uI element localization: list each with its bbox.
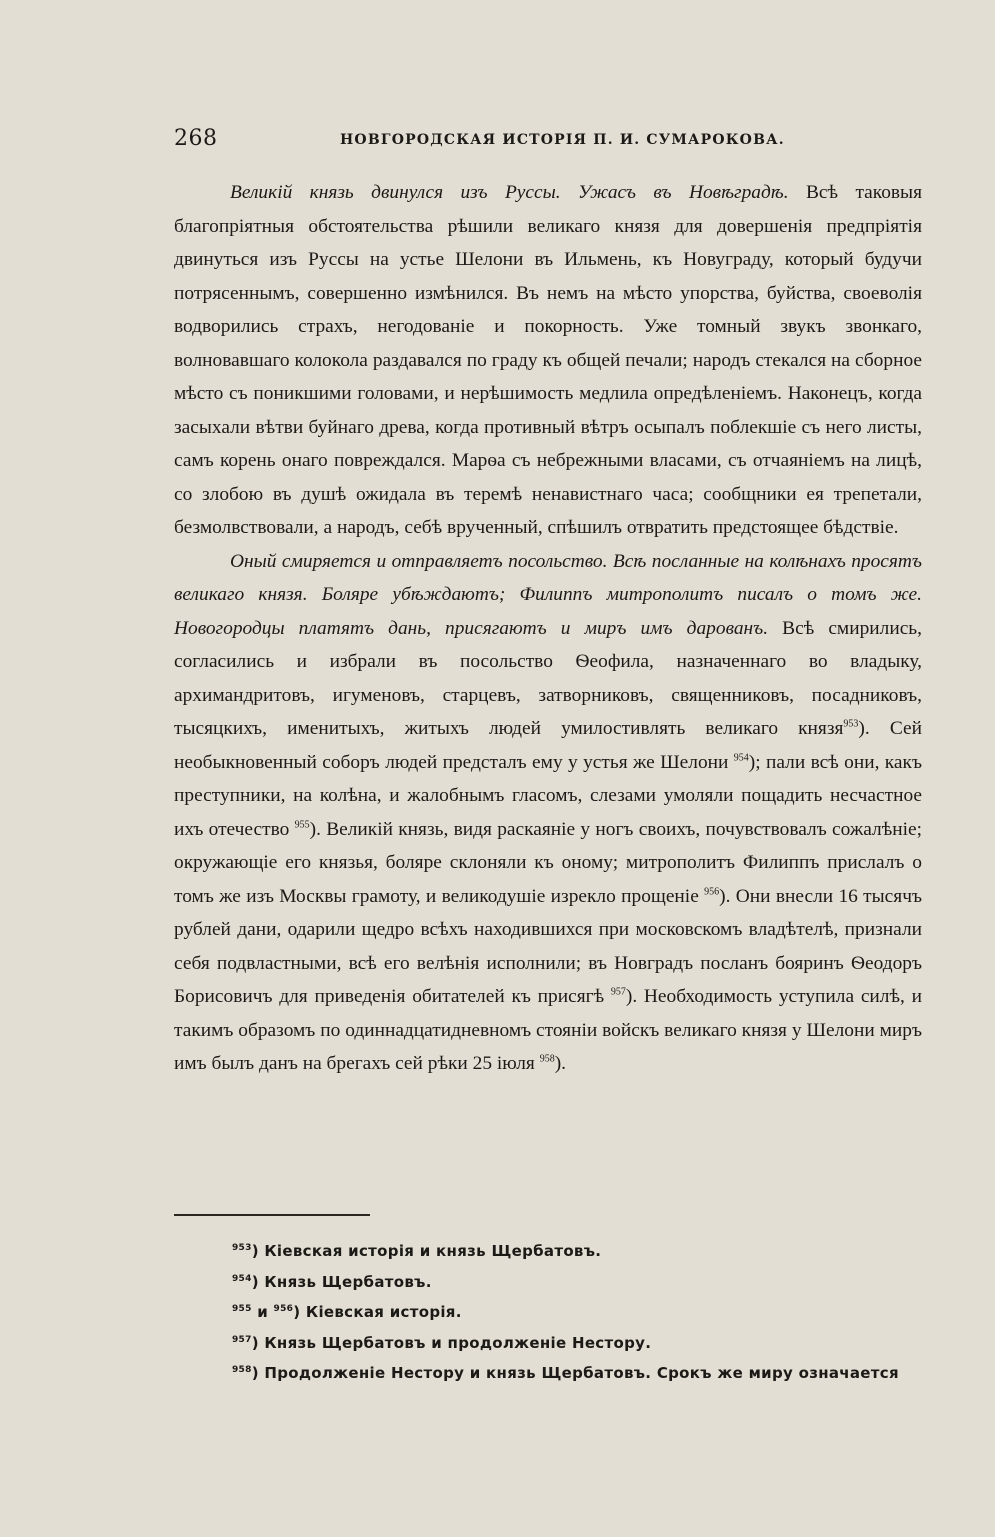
paragraph-2-text-c: ); пали всѣ они, какъ преступники, на колѣна, и жалобнымъ гласомъ, слезами умоляли пощадить несчастное ихъ отечество: [174, 751, 922, 840]
paragraph-2-text-a: Всѣ смирились, согласились и избрали въ посольство Ѳеофила, назначеннаго во владыку, архимандритовъ, игуменовъ, старцевъ, затворниковъ, священниковъ, посадниковъ, тысяцкихъ, именитыхъ, житыхъ людей умилостивлять великаго князя: [174, 617, 922, 739]
paragraph-2: [174, 545, 922, 1081]
footnote-957: [232, 1328, 922, 1359]
footnotes: [232, 1236, 922, 1389]
footnote-954: [232, 1267, 922, 1298]
paragraph-2-text-g: ).: [554, 1053, 567, 1074]
footnote-joiner: и: [251, 1303, 274, 1321]
paragraph-2-text-b: ). Сей необыкновенный соборъ людей предсталъ ему у устья же Шелони: [174, 718, 922, 773]
paragraph-1-text: Всѣ таковыя благопріятныя обстоятельства рѣшили великаго князя для довершенія предпріятія двинуться изъ Руссы на устье Шелони въ Ильмень, къ Новуграду, который будучи потрясеннымъ, совершенно измѣнился. Въ немъ на мѣсто упорства, буйства, своеволія водворились страхъ, негодованіе и покорность. Уже томный звукъ звонкаго, волновавшаго колокола раздавался по граду къ общей печали; народъ стекался на сборное мѣсто съ поникшими головами, и нерѣшимость медлила опредѣленіемъ. Наконецъ, когда засыхали вѣтви буйнаго древа, когда противный вѣтръ осыпалъ поблекшіе съ него листы, самъ корень онаго повреждался. Марѳа съ небрежными власами, съ отчаяніемъ на лицѣ, со злобою въ душѣ ожидала въ теремѣ ненавистнаго часа; сообщники ея трепетали, безмолвствовали, а народъ, себѣ врученный, спѣшилъ отвратить предстоящее бѣдствіе.: [174, 182, 922, 538]
footnote-number-2: 956: [273, 1304, 294, 1314]
footnote-number: 955: [232, 1304, 252, 1314]
paragraph-1-heading: Великій князь двинулся изъ Руссы. Ужасъ въ Новѣградѣ.: [230, 182, 789, 203]
paragraph-2-text-e: ). Они внесли 16 тысячъ рублей дани, одарили щедро всѣхъ находившихся при московскомъ владѣтелѣ, признали себя подвластными, всѣ его велѣнія исполнили; въ Новградъ посланъ бояринъ Ѳеодоръ Борисовичъ для приведенія обитателей къ присягѣ: [174, 885, 922, 1007]
page-number: 268: [174, 126, 218, 151]
footnote-953: [232, 1236, 922, 1267]
footnote-number: 953: [232, 1243, 252, 1253]
footnote-divider: [174, 1214, 370, 1216]
footnote-ref-954: 954: [733, 752, 749, 764]
footnote-ref-955: 955: [294, 819, 310, 831]
footnote-ref-957: 957: [610, 986, 626, 998]
footnote-text: ) Князь Щербатовъ.: [251, 1272, 432, 1291]
paragraph-1: [174, 176, 922, 545]
footnote-text: ) Кіевская исторія и князь Щербатовъ.: [251, 1242, 602, 1260]
footnote-number: 954: [232, 1273, 252, 1284]
footnote-958: [232, 1358, 922, 1389]
footnote-955-956: [232, 1297, 922, 1328]
footnote-text: ) Кіевская исторія.: [293, 1303, 462, 1321]
footnote-text: ) Продолженіе Нестору и князь Щербатовъ. Срокъ же миру означается: [251, 1364, 899, 1382]
footnote-number: 957: [232, 1334, 252, 1345]
footnote-ref-956: 956: [704, 886, 720, 898]
footnote-text: ) Князь Щербатовъ и продолженіе Нестору.: [251, 1333, 652, 1352]
main-text: [174, 176, 922, 1081]
running-title: НОВГОРОДСКАЯ ИСТОРІЯ П. И. СУМАРОКОВА.: [340, 132, 785, 148]
paragraph-2-heading: Оный смиряется и отправляетъ посольство. Всѣ посланные на колѣнахъ просятъ великаго князя. Боляре убѣждаютъ; Филиппъ митрополитъ писалъ о томъ же. Новогородцы платятъ дань, присягаютъ и миръ имъ дарованъ.: [174, 550, 922, 639]
footnote-ref-958: 958: [539, 1053, 555, 1065]
page-header: [174, 126, 922, 156]
paragraph-2-text-d: ). Великій князь, видя раскаяніе у ногъ своихъ, почувствовалъ сожалѣніе; окружающіе его князья, боляре склоняли къ оному; митрополитъ Филиппъ прислалъ о томъ же изъ Москвы грамоту, и великодушіе изрекло прощеніе: [174, 818, 922, 907]
footnote-ref-953: 953: [843, 718, 859, 730]
paragraph-2-text-f: ). Необходимость уступила силѣ, и такимъ образомъ по одиннадцатидневномъ стояніи войскъ великаго князя у Шелони миръ имъ былъ данъ на брегахъ сей рѣки 25 іюля: [174, 986, 922, 1074]
footnote-number: 958: [232, 1365, 252, 1375]
